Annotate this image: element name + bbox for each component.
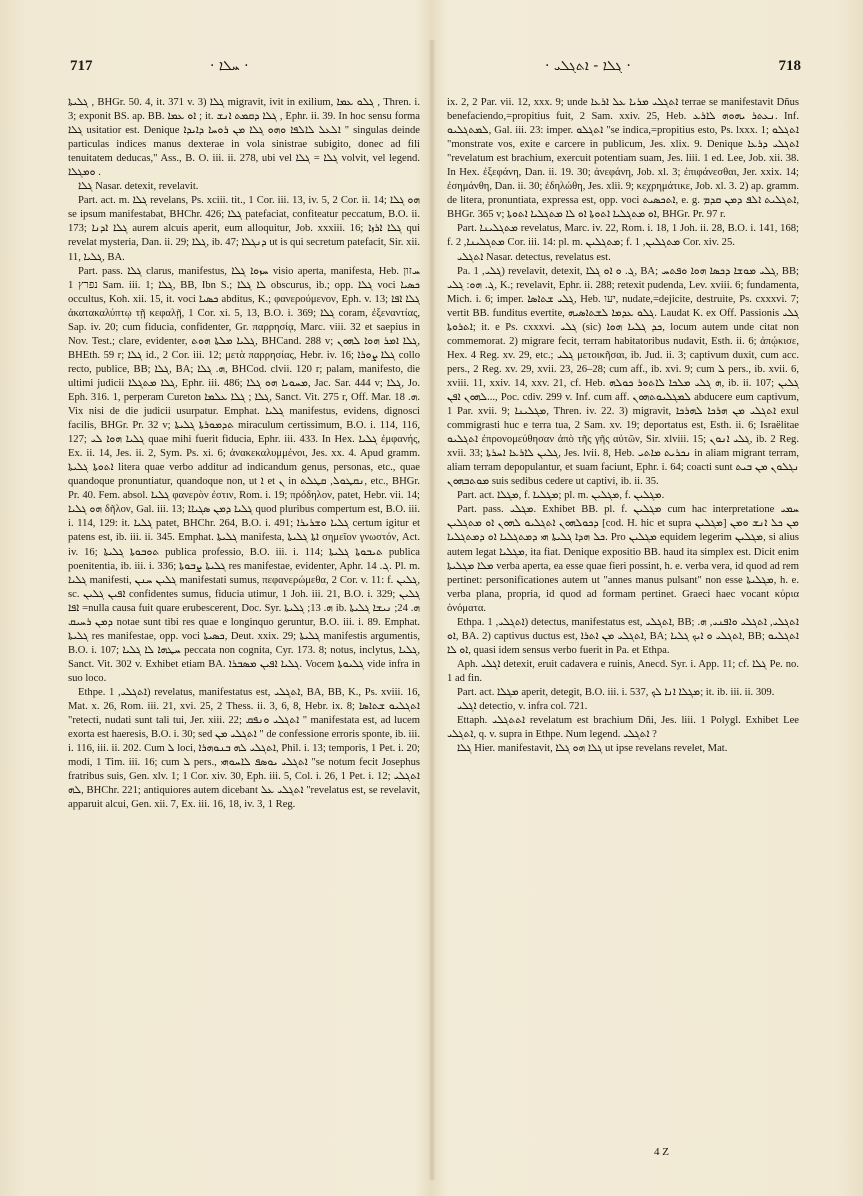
left-running-head: · ܚܠܐ · — [210, 58, 249, 74]
signature-mark: 4 Z — [654, 1146, 669, 1158]
entry-paragraph: ܓܠܐ Nasar. detexit, revelavit. — [78, 181, 199, 193]
entry-paragraph: Part. act. m. ܓܠܐ revelans, Ps. xciii. tit., 1 Cor. iii. 13, iv. 5, 2 Cor. ii. 14; ܗܘ ܓܠܐ se ipsum manifestabat, BHChr. 426; ܓܠܐ patefaciat, confiteatur peccatum, B.O. ii. 173; ܓܠܐ ܐܕܢܐ aurem alcuis aperit, eum alloquitur, Job. xxxiii. 16; ܓܠܐ ܐܪܙܐ qui revelat mysteria, Dan. ii. 29; ܓܠܐ, ib. 47; ܕܢܓܠܐ ut is qui secretum patefacit, Sir. xii. 11, ܓܠܝܐ, BA. — [68, 195, 420, 263]
entry-paragraph: Pa. ܓܠܝ, 1) revelavit, detexit, ܓ. ܘ ܐܘ ܓܠܐ, BA; ܓܠܝ ܡܘܫܐ ܕܟܣܐ ܗܘܐ ܘܦܬܚ, BB; ܓ. ܗܘ: ܓܠܝ, K.; revelavit, Ephr. ii. 288; retexit pudenda, Lev. xviii. 6; fundamenta, Mich. i. 6; imper. ܓܠܝ ܫܬܐܣܐ, Heb. יעו, nudate,=dejicite, destruite, Ps. cxxxvi. 7; vertit BB. funditus evertite, ܓܠܘ ܥܕܡܐ ܠܫܬܐܣܝܗ. Laudat K. ex Off. Passionis ܓܠܝ ܐܬܪܘܬܐ; it. e Ps. cxxxvi. ܓܠܝ (sic) ܟܕ ܓܠܝܐ ܗܘܐ, locum autem unde citat non commemorat. 2) migrare fecit, terram habitatoribus nudavit, Esth. ii. 6; ἀπῴκισε, Hex. 4 Reg. xv. 29, etc.; ܓܠܝ μετοικῆσαι, ib. Jud. ii. 3; captivum duxit, cum acc. pers., 2 Reg. xv. 29, xvii. 23, 26–28; cum aff., ib. xvi. 9; cum ܠ pers., ib. xvii. 6, xviii. 11, xxiv. 14, xxv. 21, cf. Heb. ܗ ܓܠܝ ܡܠܟܐ ܠܐܬܘܪ ܟܘܠܗ, ib. ii. 107; ܓܠܝܢ ܠܗܘܢ ܐܦܢ..., Poc. cdiv. 299 v. Inf. cum aff. ܠܡܓܠܝܘܬܗܘܢ abducere eum captivum, 1 Par. xvii. 9; ܡܓܠܝܢܐ, Thren. iv. 22. 3) migravit, ܐܬܓܠܝ ܡܢ ܗܪܟܐ ܠܗܪܟܐ exul commigrasti huc e terra tua, 2 Sam. xv. 19; deportatus est, Esth. ii. 6; Israëlitae ܐܬܓܠܝܘ ἐπρονομεύθησαν ἀπὸ τῆς γῆς αὐτῶν, Sir. xlviii. 15; ܓܠܝ ܐܢܘܢ, ib. 2 Reg. xvii. 33; ܓܠܝܢ ܠܐܪܥܐ ܐܚܪܬܐ, Jes. lvii. 8, Heb. ܢܟܪܝܬ ܡܐܬܝ in aliam migrant terram, aliam terram depopulantur, et suam faciunt, Ephr. i. 64; coacti sunt ܢܓܠܘܢ ܡܢ ܒܝܬ ܡܘܬܒܗܘܢ suis sedibus cedere ut captivi, ib. ii. 35. — [447, 265, 799, 488]
left-column-text — [68, 96, 420, 1136]
entry-paragraph: ܐܬܓܠܝ Nasar. detectus, revelatus est. — [457, 251, 611, 263]
entry-paragraph: Ethpa. ܐܬܓܠܝ, 1) detectus, manifestatus est, ܐܬܓܠܝ, BB; ܐܬܓܠܝ, ܐܬܓܠܝ ܘܐܦܢܝ, ܗ. ܐܘ, BA. 2) captivus ductus est, ܐܬܓܠܝ ܡܢ ܐܬܪܐ, BA; ܐܬܓܠܝ ܘ ܐܝܟ ܓܠܝܐ, BB; ܐܬܓܠܝܘ ܐܘ ܠܐ, quasi idem sensus verbo fuerit in Pa. et Ethpa. — [447, 616, 799, 656]
entry-paragraph: Part. pass. ܡܓܠܝ. Exhibet BB. pl. f. ܡܓܠܝܢ cum hac interpretatione ܚܡܝ ܕܟܘܠܗܘܢ ܐܬܓܠܝܘ ܠܗܘܢ ܐܘ ܡܬܓܠܝܢ [cod. H. hic et supra ܡܓܠܝܢ] ܡܢ ܟܠ ܐܢܫ ܘܡܢ ܟܠ ܗܕܐ ܓܠܝܬܐ ܗܝ ܕܡܬܓܠܝܐ ܐܘ ܕܡܬܓܠܝܐ. Pro ܡܓܠܝܢ equidem legerim ܡܓܠܝܢ, si alius autem legat ܡܓܠܝܐ, ita fiat. Denique expositio BB. haud ita simplex est. Dicit enim ܡܠܐ ܡܓܠܝܬܐ verba aperta, ea esse quae fieri possint, h. e. verba vera, id quod ad rem pertinet: personificationes autem ut "annes manus pulsant" non esse ܡܓܠܝܬܐ, h. e. verba plana, propria, id quod ad formam pertinet. Graeci haec vocant κύρια ὀνόματα. — [447, 504, 799, 614]
page-header — [0, 58, 863, 82]
right-column-text — [447, 96, 799, 1136]
entry-paragraph: Aph. ܐܓܠܝ detexit, eruit cadavera e ruinis, Anecd. Syr. i. App. 11; cf. ܓܠܐ Pe. no. 1 ad fin. — [447, 658, 799, 684]
entry-paragraph: Part. act. ܡܓܠܐ aperit, detegit, B.O. iii. i. 537, ܡܓܠܐ ܐܢܐ ܠܟ; it. ib. iii. ii. 309. — [457, 686, 775, 698]
entry-paragraph: Ethpe. ܐܬܓܠܝ, 1) revelatus, manifestatus est, ܐܬܓܠܝ, BA, BB, K., Ps. xviii. 16, Mat. x. 26, Rom. iii. 21, xvi. 25, 2 Thess. ii. 3, 6, 8, Hebr. ix. 8; ܐܬܓܠܝܘ ܫܬܐܣܐ "retecti, nudati sunt tali tui, Jer. xiii. 22; ܐܬܓܠܝ ܘܢܦܩ " manifestata est, ad lucem exorta est haeresis, B.O. i. 30; sed ܐܬܓܠܝ ܡܢ " de confessione erroris sponte, ib. iii. i. 116, iii. ii. 202. Cum ܠ loci, ܐܬܓܠܝ ܠܗ ܒܢܘܗܪܐ, Phil. i. 13; temporis, 1 Pet. i. 20; modi, 1 Tim. iii. 16; cum ܠ pers., ܐܬܓܠܝ ܝܘܣܦ ܠܐܚܘܗܝ "se notum fecit Josephus fratribus suis, Gen. xlv. 1; 1 Cor. xiv. 30, Eph. iii. 5, Col. i. 26, 1 Pet. i. 12; ܐܬܓܠܝ ܠܗ, BHChr. 221; antiquiores autem dicebant ܐܬܓܠܝ ܥܠ "revelatus est, se revelavit, apparuit alcui, Gen. xii. 7, Ex. iii. 16, 18, iv. 3, 1 Reg. — [68, 686, 420, 811]
right-running-head: · ܓܠܐ - ܐܬܓܠܝ · — [545, 58, 631, 74]
left-page-number: 717 — [70, 58, 93, 74]
entry-paragraph: Ettaph. ܐܬܬܓܠܝ revelatum est brachium Dñi, Jes. liii. 1 Polygl. Exhibet Lee ܐܬܓܠܝ, q. v. supra in Ethpe. Num legend. ܐܬܓܠܝ ? — [447, 715, 799, 741]
book-gutter — [428, 40, 436, 1180]
entry-paragraph: ܐܓܠܝ detectio, v. infra col. 721. — [457, 701, 588, 713]
right-page-number: 718 — [778, 58, 801, 74]
entry-paragraph: ܓܠܐ Hier. manifestavit, ܓܠܐ ܗܘ ܓܠܐ ut ipse revelans revelet, Mat. — [457, 743, 728, 755]
entry-paragraph: Part. pass. ܓܠܐ clarus, manifestus, ܚܙܘܐ ܓܠܐ visio aperta, manifesta, Heb. ܚזון נפרץ 1 Sam. iii. 1; ܓܠܐ, BB, Ibn S.; ܠܐ ܓܠܐ obscurus, ib.; opp. ܓܠܐ voci ܟܣܝܐ occultus, Koh. xii. 15, it. voci ܟܣܝܐ abditus, K.; φανερούμενον, Eph. v. 13; ܓܠܐ ܐܦܐ ἀκατακαλύπτῳ τῇ κεφαλῇ, 1 Cor. xi. 5, 13, B.O. i. 369; ܓܠܐ coram, ἐξεναντίας, Sap. iv. 20; cum fiducia, confidenter, Gr. παρρησίᾳ, Marc. viii. 32 et saepius in Nov. Test.; clare, evidenter, ܓܠܝܐ ܡܠܬܐ ܗܘܬ, BHCand. 288 v; ܓܠܐ ܐܡܪ ܗܘܐ ܠܗܘܢ, BHEth. 59 r; ܓܠܐ id., 2 Cor. iii. 12; μετὰ παρρησίας, Hebr. iv. 16; ܓܠܐ ܨܘܪܐ collo recto, publice, BB; ܓܠܐ, BA; ܗ. ܓܠܐ, BHCod. clvii. 120 r; palam, manifesto, die ultimi judicii ܓܠܐ ܡܬܓܠܐ, Ephr. iii. 486; ܡܚܘܝܐ ܗܘ ܓܠܐ, Jac. Sar. 444 v; ܓܠܐ, Jo. Eph. 316. 1, perperam Cureton ܓܠܐ ; ܓܠܐ ܥܠܡܐ, Sanct. Vit. 275 r, Off. Mar. ܗ. 18. Vix nisi de die judicii usurpatur. Emphat. ܓܠܝܐ manifestus, evidens, dignosci facilis, BHGr. Pr. 32 v; ܬܕܡܘܪܬܐ ܓܠܝܬܐ miraculum certissimum, B.O. i. 114, 116, 127; ܓܠܝܐ ܗܘܐ ܠܝ quae mihi fuerit fiducia, Ephr. iii. 433. In Hex. ܓܠܝܐ ἐμφανής, Ex. ii. 14, Jes. ii. 2, Sym. Ps. xi. 6; ἀνακεκαλυμμένοι, Jes. xx. 4. Apud gramm. ܐܬܘܬܐ ܓܠܝܬܐ litera quae verbo additur ad indicandum genus, personas, etc., quae quandoque pronuntiatur, quandoque non, ut ܐ et ܢ in ܢܩܛܘܠ, ܩܛܠܬ, etc., BHGr. Pr. 40. Fem. absol. ܓܠܝܐ φανερὸν ἐστιν, Rom. i. 19; πρόδηλον, patet, Hebr. vii. 14; ܗܘ ܓܠܝܐ δῆλον, Gal. iii. 13; ܓܠܝܐ ܕܡܢ ܣܓܝܐܐ quod pluribus compertum est, B.O. iii. i. 114, 129: it. ܓܠܝܐ patet, BHChr. 264, B.O. i. 491; ܓܠܝܐ ܘܫܪܝܪܐ certum igitur et patens est, ib. iii. ii. 345. Emphat. ܓܠܝܬܐ manifesta, ܐܬܐ ܓܠܝܬܐ σημεῖον γνωστόν, Act. iv. 16; ܬܘܒܘܬܐ ܓܠܝܬܐ publica professio, B.O. iii. i. 114; ܬܝܒܘܬܐ ܓܠܝܬܐ publica poenitentia, ib. iii. i. 336; ܓܠܝܬܐ ܨܒܘܬܐ res manifestae, evidenter, Aphr. ܓ. 14. Pl. m. ܓܠܝܐ manifesti, ܓܠܝܢ ܚܢܢ manifestati sumus, πεφανερώμεθα, 2 Cor. v. 11: f. ܓܠܝܢ, sc. ܐܦܝܢ ܓܠܝܢ confidentes sumus, fiducia utimur, 1 Joh. iii. 21, B.O. i. 329; ܓܠܝܢ ܐܦܐ =nulla causa fuit quare erubescerent, Doc. Syr. ܗ. 13; ܓܠܝܬܐ ib. ܗ. 24; ܢܝܫܐ ܓܠܝܬܐ ܕܡܢ ܪܚܝܩ notae sunt tibi res quae e longinquo geruntur, B.O. iii. i. 89. Emphat. ܓܠܝܬܐ res manifestae, opp. voci ܟܣܝܬܐ, Deut. xxix. 29; ܓܠܝܬܐ manifestis argumentis, B.O. i. 107; ܚܛܗܐ ܠܐ ܓܠܝܐ peccata non cognita, Cyr. 173. 8; notus, inclytus, ܓܠܝܐ, Sanct. Vit. 302 v. Exhibet etiam BA. ܓܠܝܐ ܐܦܝܢ ܡܣܒܪܐ. Vocem ܓܠܝܘܬܐ vide infra in suo loco. — [68, 265, 420, 684]
entry-paragraph: ix. 2, 2 Par. vii. 12, xxx. 9; unde ܐܬܓܠܝ ܡܪܝܐ ܥܠ ܐܪܥܐ terrae se manifestavit Dñus benefaciendo,=propitius fuit, 2 Sam. xxiv. 25, Heb. ܢܥܬܪ ܝܗܘܗ ܠܐܪܥ. Inf. ܠܡܬܓܠܝܘ, Gal. iii. 23: imper. ܐܬܓܠܘ "se indica,=propitius esto, Ps. lxxx. 1; ܐܬܓܠܘ "monstrate vos, exite e carcere in publicum, Jes. xlix. 9. Denique ܐܬܓܠܝ ܕܪܥܐ "revelatum est brachium, exercuit potentiam suam, Jes. liii. 1 ed. Lee, Job. xii. 38. In Hex. ἐξεφάνη, Dan. ii. 19. 30; ἀνεφάνη, Job. xl. 3; ἐπιφάνεσθαι, Jer. xxix. 14; ἐσημάνθη, Dan. ii. 30; ἐδηλώθη, Jes. xlii. 9; κεχρημάτικε, Job. xl. 3. 2) ap. gramm. de litera, pronuntiata, expressa est, opp. voci ܐܬܟܣܝܬ, e. g. ܐܬܓܠܝܬ ܐܠܦ ܕܡܢ ܩܕܡ, BHGr. 365 v; ܐܘ ܡܬܓܠܝܐ ܐܬܘܬܐ ܐܘ ܠܐ ܡܬܓܠܝܐ ܐܬܘܬܐ, BHGr. Pr. 97 r. — [447, 97, 799, 221]
entry-paragraph: Part. act. ܡܓܠܐ, f. ܡܓܠܝܐ; pl. m. ܡܓܠܝܢ, f. ܡܓܠܝܢ. — [457, 490, 665, 502]
entry-paragraph: ܓܠܝܬܐ , BHGr. 50. 4, it. 371 v. 3) ܓܠܐ migravit, ivit in exilium, ܓܠܘ ܥܡܐ , Thren. i. 3; exponit BS. ap. BB. ܐܘ ܥܡܐ ; it. ܓܠܐ ܕܩܡܬ ܐܢܫ , Ephr. ii. 39. In hoc sensu forma ܓܠܐ usitatior est. Denique ܐܠܥܠ ܠܐܠܦܐ ܘܗܘ ܓܠܐ ܡܢ ܪܘܚܐ ܕܐܝܕܐ " singulas deinde particulas indices manus dexterae in vola sinistrae subigito, donec ad fili tenuitatem deducas," Ass., B. O. iii. ii. 278, ubi vel ܓܠܐ = ܓܠܐ volvit, vel legend. ܘܡܓܠܐ . — [68, 97, 420, 179]
entry-paragraph: Part. ܡܬܓܠܝܢܐ revelatus, Marc. iv. 22, Rom. i. 18, 1 Joh. ii. 28, B.O. i. 141, 168; f. ܡܬܓܠܝܢܐ, 2 Cor. iii. 14: pl. m. ܡܬܓܠܝܢ; f. ܡܬܓܠܝܢ, 1 Cor. xiv. 25. — [447, 223, 799, 249]
